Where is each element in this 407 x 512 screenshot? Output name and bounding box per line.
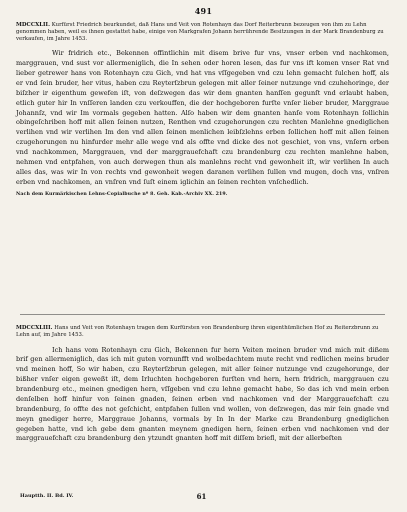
document-body: Wir fridrich etc., Bekennen offintlichin mit disem brive fur vns, vnser erben vnd nachkomen, marggrauen, vnd sust vor allermeniglich, die In sehen oder horen lesen, das fur vns ift komen vnser Rat vnd lieber getrewer hans von Rotenhayn czu Gich, vnd hat vns vſſgegeben vnd czu lehn gemacht ſulchen hoff, als er vnd ſein bruder, her vitus, haben czu Reyterſzbrun gelegen mit aller ſeiner nutzunge vnd czuhehoringe, der biſzher ir eigenthum gewefen iſt, von deſzwegen das wir dem gnanten hanſſen gegunſt vnd erlaubt haben, etlich guter hir In vnſſeren landen czu verkouffen, die der hochgeboren furſte vnſer lieber bruder, Marggraue Johannſz, vnd wir Im vormals gegeben hatten. Alſo haben wir dem gnanten hanſe vom Rotenhayn ſollichin obingeſchriben hoff mit allen ſeinen nutzen, Renthen vnd czugehorungen czu rechten Manlehne gnediglichen verlihen vnd wir verlihen Im den vnd allen ſeinen menlichen leibſzlehns erben ſollichen hoff mit allen ſeinen czugehorungen nu hinfurder mehr alle wege vnd als offte vnd dicke des not geschiet, von vns, vnſern erben vnd nachkommen, Marggrauen, vnd der marggrauefchaft czu brandenburg czu rechten manlehne haben, nehmen vnd entpfahen, von auch derwegen thun als manlehns recht vnd gewonheit iſt, wir verlihen In auch alles das, was wir In von rechts vnd gewonheit wegen daranen verlihen ſullen vnd mugen, doch vns, vnſren erben vnd nachkomen, an vnſren vnd ſuſt einem iglichin an ſeinen rechten vnſchedlich. (16, 49, 389, 186)
page-footer (20, 493, 383, 503)
document-1742 (16, 22, 389, 197)
document-heading (16, 22, 389, 42)
document-heading-text: Hans und Veit von Rotenhayn tragen dem Kurfürsten von Brandenburg ihren eigenthümlichen Hof zu Reiterzbrunn zu Lehn auf, im Jahre 1453. (16, 325, 379, 338)
source-note: Nach dem Kurmärkischen Lehns-Copialbuche nº 8. Geh. Kab.-Archiv XX. 219. (16, 191, 228, 197)
document-number: MDCCXLII. (16, 22, 50, 28)
document-1743 (16, 325, 389, 444)
sheet-number: 61 (196, 492, 207, 501)
page-number: 491 (194, 6, 213, 16)
document-body: Ich hans vom Rotenhayn czu Gich, Bekennen fur hern Veiten meinen bruder vnd mich mit dißem brif gen allermeniglich, das ich mit guten vornunfft vnd wolbedachtem mute recht vnd redlichen meins bruder vnd meinen hoff, So wir haben, czu Reyterſzbrun gelegen, mit aller ſeiner nutzunge vnd czugehorunge, der bißher vnſer eigen geweßt iſt, dem Irluchten hochgeboren furſten vnd hern, hern fridrich, marggrauen czu brandenburg etc., meinen gnedigen hern, vſſgeben vnd czu lehne gemacht habe, So das ich vnd mein erben denſelben hoff hinfur von ſeinen gnaden, ſeinen erben vnd nachkomen vnd der Marggrauefchaft czu brandenburg, ſo offte des not geſchicht, entpfahen ſullen vnd wollen, von deſzwegen, das mir ſein gnade vnd meyn gnediger herre, Marggraue Johanns, vormals by In In der Marke czu Brandenburg gnediglichen gegeben hatte, vnd ich gebe dem gnanten meynem gnedigen hern, ſeinen erben vnd nachkomen vnd der marggrauefchaft czu brandenburg den ytzundt gnanten hoff mit diſſem briefl, mit der allerbeſten (16, 345, 389, 443)
document-number: MDCCXLIII. (16, 325, 53, 331)
volume-signature: Hauptth. II. Bd. IV. (20, 493, 74, 499)
document-heading-text: Kurfürst Friedrich beurkundet, daß Hans und Veit von Rotenhayn das Dorf Reiterbrunn bezeugen von ihm zu Lehn genommen haben, weil es ihnen gestattet habe, einige von Markgrafen Johann herrührende Besitzungen in der Mark Brandenburg zu verkaufen, im Jahre 1453. (16, 22, 384, 42)
document-heading (16, 325, 389, 339)
section-divider (20, 314, 385, 315)
